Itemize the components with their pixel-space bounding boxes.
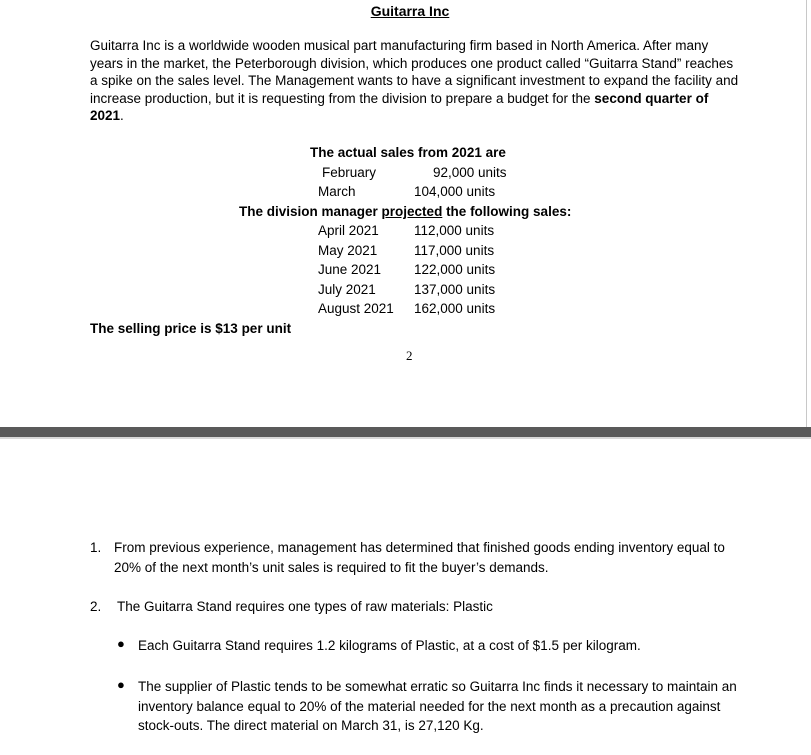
actual-sales-units: 92,000 units: [433, 165, 507, 180]
projected-sales-units: 117,000 units: [414, 243, 495, 258]
projected-heading-post: the following sales:: [442, 204, 572, 219]
projected-sales-month: June 2021: [318, 262, 382, 277]
list-item-number: 2.: [90, 599, 102, 614]
projected-sales-month: April 2021: [318, 223, 379, 238]
actual-sales-heading: The actual sales from 2021 are: [310, 145, 506, 160]
actual-sales-month: March: [318, 184, 356, 199]
projected-sales-units: 112,000 units: [414, 223, 495, 238]
intro-paragraph: [90, 37, 740, 125]
bullet-item-text: The supplier of Plastic tends to be somewhat erratic so Guitarra Inc finds it necessary to maintain an inventory balance equal to 20% of the material needed for the next month as a precaution against stock-outs. The direct material on March 31, is 27,120 Kg.: [138, 679, 737, 733]
bullet-icon: ●: [117, 636, 125, 651]
actual-sales-units: 104,000 units: [414, 184, 496, 199]
projected-heading-pre: The division manager: [239, 204, 382, 219]
projected-sales-units: 122,000 units: [414, 262, 496, 277]
projected-sales-month: July 2021: [318, 282, 376, 297]
projected-sales-month: May 2021: [318, 243, 378, 258]
list-item-number: 1.: [90, 540, 102, 555]
projected-sales-units: 137,000 units: [414, 282, 496, 297]
intro-end: .: [120, 108, 124, 124]
intro-bold-text: second quarter of 2021: [90, 90, 709, 124]
selling-price: The selling price is $13 per unit: [90, 321, 292, 336]
projected-heading-underlined: projected: [381, 204, 443, 219]
document-title: Guitarra Inc: [370, 3, 450, 19]
projected-sales-units: 162,000 units: [414, 301, 496, 316]
projected-sales-month: August 2021: [318, 301, 394, 316]
document-page-2: [0, 439, 811, 755]
bullet-icon: ●: [117, 677, 125, 692]
bullet-item-text: Each Guitarra Stand requires 1.2 kilograms of Plastic, at a cost of $1.5 per kilogram.: [138, 638, 641, 653]
projected-sales-heading: [239, 204, 571, 219]
intro-text: Guitarra Inc is a worldwide wooden musical part manufacturing firm based in North America. After many years in the market, the Peterborough division, which produces one product called “Guitarra Stand” reaches a spike on the sales level. The Management wants to have a significant investment to expand the facility and increase production, but it is requesting from the division to prepare a budget for the: [90, 38, 739, 106]
page-separator: [0, 427, 811, 437]
list-item-text: The Guitarra Stand requires one types of raw materials: Plastic: [117, 599, 493, 614]
list-item-text: From previous experience, management has determined that finished goods ending inventory equal to 20% of the next month’s unit sales is required to fit the buyer’s demands.: [114, 540, 725, 575]
actual-sales-month: February: [322, 165, 377, 180]
page-number: 2: [406, 348, 413, 363]
